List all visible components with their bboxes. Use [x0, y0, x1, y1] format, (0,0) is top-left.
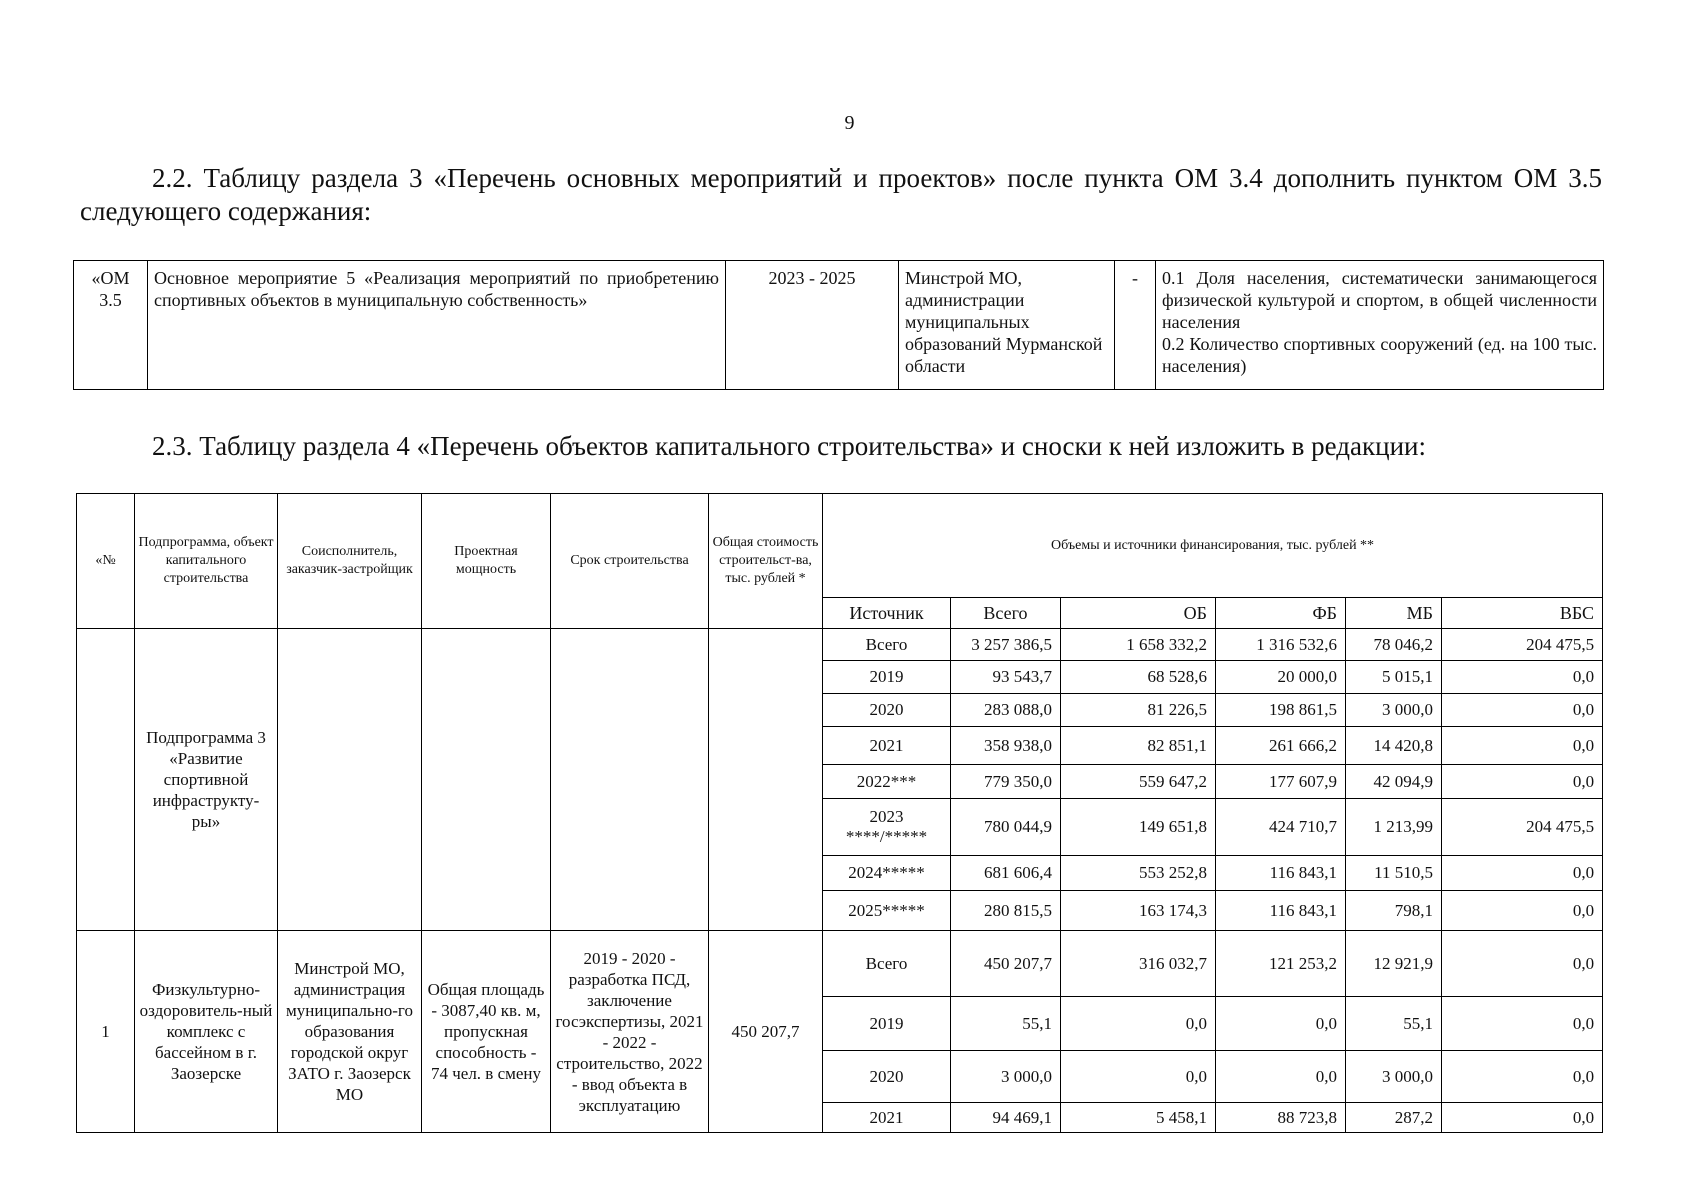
om-indicators: [1156, 261, 1604, 390]
header-term: Срок строительства: [551, 494, 709, 629]
sub-header-total: Всего: [951, 598, 1061, 629]
page-number: 9: [844, 112, 855, 134]
row-ob: 1 658 332,2: [1061, 629, 1216, 661]
row-source: 2020: [823, 1051, 951, 1103]
row-mb: 798,1: [1346, 891, 1442, 931]
row-mb: 55,1: [1346, 997, 1442, 1051]
header-capacity: Проектная мощность: [422, 494, 551, 629]
om-period: 2023 - 2025: [726, 261, 899, 390]
row-vbs: 0,0: [1442, 856, 1603, 891]
om-indicator-1: 0.1 Доля населения, систематически занимающегося физической культурой и спортом, в общей численности населения: [1162, 268, 1597, 332]
row-mb: 1 213,99: [1346, 799, 1442, 856]
row-vbs: 0,0: [1442, 1103, 1603, 1133]
row-total: 450 207,7: [951, 931, 1061, 997]
sub-header-mb: МБ: [1346, 598, 1442, 629]
subprogram-capacity-cell: [422, 629, 551, 931]
row-vbs: 0,0: [1442, 765, 1603, 799]
header-num: «№: [77, 494, 135, 629]
row-vbs: 0,0: [1442, 1051, 1603, 1103]
object-cost: 450 207,7: [709, 931, 823, 1133]
om-executor: Минстрой МО, администрации муниципальных образований Мурманской области: [899, 261, 1115, 390]
object-num: 1: [77, 931, 135, 1133]
subprogram-num-cell: [77, 629, 135, 931]
row-source: 2023 ****/*****: [823, 799, 951, 856]
row-total: 681 606,4: [951, 856, 1061, 891]
om-indicator-2: 0.2 Количество спортивных сооружений (ед. на 100 тыс. населения): [1162, 334, 1597, 376]
row-vbs: 0,0: [1442, 727, 1603, 765]
row-total: 358 938,0: [951, 727, 1061, 765]
row-mb: 14 420,8: [1346, 727, 1442, 765]
row-fb: 20 000,0: [1216, 661, 1346, 694]
row-mb: 78 046,2: [1346, 629, 1442, 661]
row-total: 283 088,0: [951, 694, 1061, 727]
row-ob: 82 851,1: [1061, 727, 1216, 765]
row-ob: 0,0: [1061, 997, 1216, 1051]
row-fb: 198 861,5: [1216, 694, 1346, 727]
om-name: Основное мероприятие 5 «Реализация мероприятий по приобретению спортивных объектов в муниципальную собственность»: [148, 261, 726, 390]
row-fb: 116 843,1: [1216, 856, 1346, 891]
row-source: 2020: [823, 694, 951, 727]
header-subprogram: Подпрограмма, объект капитального строительства: [135, 494, 278, 629]
row-fb: 0,0: [1216, 997, 1346, 1051]
section-2-2-text: 2.2. Таблицу раздела 3 «Перечень основных мероприятий и проектов» после пункта ОМ 3.4 дополнить пунктом ОМ 3.5 следующего содержания:: [80, 163, 1602, 226]
row-mb: 3 000,0: [1346, 694, 1442, 727]
row-vbs: 0,0: [1442, 891, 1603, 931]
object-term: 2019 - 2020 - разработка ПСД, заключение госэкспертизы, 2021 - 2022 - строительство, 2022 - ввод объекта в эксплуатацию: [551, 931, 709, 1133]
row-fb: 116 843,1: [1216, 891, 1346, 931]
row-ob: 316 032,7: [1061, 931, 1216, 997]
sub-header-source: Источник: [823, 598, 951, 629]
sub-header-fb: ФБ: [1216, 598, 1346, 629]
row-vbs: 0,0: [1442, 661, 1603, 694]
sub-header-ob: ОБ: [1061, 598, 1216, 629]
row-ob: 81 226,5: [1061, 694, 1216, 727]
row-source: Всего: [823, 629, 951, 661]
row-total: 3 257 386,5: [951, 629, 1061, 661]
row-source: 2019: [823, 661, 951, 694]
row-mb: 11 510,5: [1346, 856, 1442, 891]
header-executor: Соисполнитель, заказчик-застройщик: [278, 494, 422, 629]
row-source: 2021: [823, 727, 951, 765]
header-funding: Объемы и источники финансирования, тыс. рублей **: [823, 494, 1603, 598]
sub-header-vbs: ВБС: [1442, 598, 1603, 629]
row-total: 779 350,0: [951, 765, 1061, 799]
row-source: 2024*****: [823, 856, 951, 891]
row-ob: 5 458,1: [1061, 1103, 1216, 1133]
row-ob: 559 647,2: [1061, 765, 1216, 799]
row-total: 280 815,5: [951, 891, 1061, 931]
row-fb: 88 723,8: [1216, 1103, 1346, 1133]
row-total: 780 044,9: [951, 799, 1061, 856]
header-cost: Общая стоимость строительст-ва, тыс. рублей *: [709, 494, 823, 629]
row-source: 2022***: [823, 765, 951, 799]
row-total: 93 543,7: [951, 661, 1061, 694]
object-capacity: Общая площадь - 3087,40 кв. м, пропускная способность - 74 чел. в смену: [422, 931, 551, 1133]
row-fb: 261 666,2: [1216, 727, 1346, 765]
object-executor: Минстрой МО, администрация муниципально-го образования городской округ ЗАТО г. Заозерск МО: [278, 931, 422, 1133]
row-vbs: 0,0: [1442, 931, 1603, 997]
row-total: 55,1: [951, 997, 1061, 1051]
subprogram-name: Подпрограмма 3 «Развитие спортивной инфраструкту-ры»: [135, 629, 278, 931]
row-ob: 553 252,8: [1061, 856, 1216, 891]
capital-construction-table: [76, 493, 1603, 1133]
row-mb: 287,2: [1346, 1103, 1442, 1133]
om-dash: -: [1115, 261, 1156, 390]
om-number: «ОМ 3.5: [74, 261, 148, 390]
row-mb: 5 015,1: [1346, 661, 1442, 694]
row-source: 2025*****: [823, 891, 951, 931]
row-vbs: 0,0: [1442, 694, 1603, 727]
row-total: 3 000,0: [951, 1051, 1061, 1103]
row-source: Всего: [823, 931, 951, 997]
object-name: Физкультурно-оздоровитель-ный комплекс с бассейном в г. Заозерске: [135, 931, 278, 1133]
section-2-3-text: 2.3. Таблицу раздела 4 «Перечень объектов капитального строительства» и сноски к ней изложить в редакции:: [152, 431, 1426, 461]
row-source: 2019: [823, 997, 951, 1051]
row-ob: 149 651,8: [1061, 799, 1216, 856]
row-mb: 42 094,9: [1346, 765, 1442, 799]
subprogram-executor-cell: [278, 629, 422, 931]
header-row: [77, 494, 1603, 598]
row-vbs: 204 475,5: [1442, 799, 1603, 856]
row-vbs: 0,0: [1442, 997, 1603, 1051]
row-ob: 163 174,3: [1061, 891, 1216, 931]
om-table: [73, 260, 1604, 390]
row-total: 94 469,1: [951, 1103, 1061, 1133]
row-vbs: 204 475,5: [1442, 629, 1603, 661]
row-fb: 424 710,7: [1216, 799, 1346, 856]
row-ob: 0,0: [1061, 1051, 1216, 1103]
row-fb: 0,0: [1216, 1051, 1346, 1103]
table-row: [77, 931, 1603, 997]
om-row: [74, 261, 1604, 390]
table-row: [77, 629, 1603, 661]
row-ob: 68 528,6: [1061, 661, 1216, 694]
row-source: 2021: [823, 1103, 951, 1133]
row-fb: 1 316 532,6: [1216, 629, 1346, 661]
row-mb: 12 921,9: [1346, 931, 1442, 997]
subprogram-cost-cell: [709, 629, 823, 931]
row-fb: 121 253,2: [1216, 931, 1346, 997]
row-mb: 3 000,0: [1346, 1051, 1442, 1103]
row-fb: 177 607,9: [1216, 765, 1346, 799]
subprogram-term-cell: [551, 629, 709, 931]
